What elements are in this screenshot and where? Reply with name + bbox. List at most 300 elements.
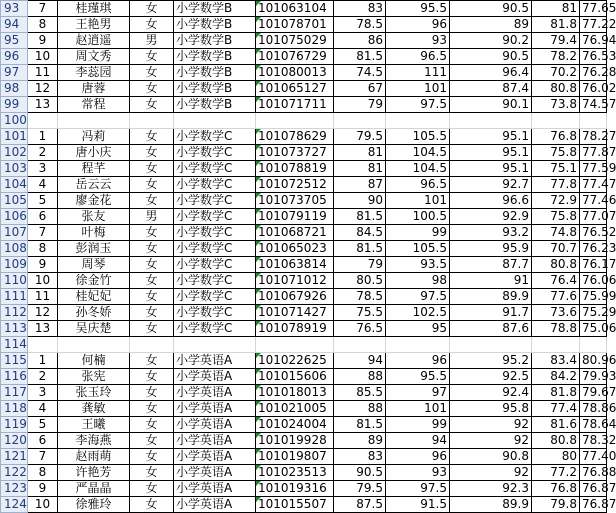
score4-cell[interactable]: 84.2 (532, 369, 580, 385)
subject-cell[interactable]: 小学数学B (174, 97, 256, 113)
score2-cell[interactable] (386, 113, 450, 129)
score1-cell[interactable] (334, 113, 386, 129)
total-cell[interactable]: 76.06 (580, 273, 607, 289)
seq-cell[interactable]: 3 (28, 385, 58, 401)
score2-cell[interactable]: 95.5 (386, 369, 450, 385)
score1-cell[interactable]: 80.5 (334, 273, 386, 289)
score4-cell[interactable]: 73.8 (532, 97, 580, 113)
id-cell[interactable]: 101065023 (256, 241, 334, 257)
name-cell[interactable]: 冯莉 (58, 129, 130, 145)
gender-cell[interactable]: 女 (130, 353, 174, 369)
score3-cell[interactable]: 92.5 (450, 369, 532, 385)
total-cell[interactable]: 78.27 (580, 129, 607, 145)
score3-cell[interactable] (450, 337, 532, 353)
total-cell[interactable]: 78.32 (580, 433, 607, 449)
row-header[interactable]: 114 (1, 337, 28, 353)
score2-cell[interactable]: 101 (386, 81, 450, 97)
score1-cell[interactable]: 87 (334, 177, 386, 193)
id-cell[interactable]: 101063814 (256, 257, 334, 273)
subject-cell[interactable]: 小学数学C (174, 241, 256, 257)
id-cell[interactable]: 101065127 (256, 81, 334, 97)
row-header[interactable]: 116 (1, 369, 28, 385)
score3-cell[interactable]: 90.1 (450, 97, 532, 113)
score3-cell[interactable]: 92.9 (450, 209, 532, 225)
gender-cell[interactable] (130, 113, 174, 129)
score1-cell[interactable]: 83 (334, 449, 386, 465)
score3-cell[interactable]: 90.2 (450, 33, 532, 49)
row-header[interactable]: 105 (1, 193, 28, 209)
row-header[interactable]: 122 (1, 465, 28, 481)
seq-cell[interactable]: 2 (28, 369, 58, 385)
score2-cell[interactable]: 99 (386, 225, 450, 241)
score2-cell[interactable]: 97.5 (386, 481, 450, 497)
total-cell[interactable]: 79.93 (580, 369, 607, 385)
subject-cell[interactable] (174, 113, 256, 129)
row-header[interactable]: 109 (1, 257, 28, 273)
seq-cell[interactable]: 7 (28, 1, 58, 17)
id-cell[interactable] (256, 113, 334, 129)
id-cell[interactable]: 101019928 (256, 433, 334, 449)
gender-cell[interactable]: 女 (130, 369, 174, 385)
gender-cell[interactable]: 男 (130, 209, 174, 225)
score1-cell[interactable]: 85.5 (334, 385, 386, 401)
id-cell[interactable] (256, 337, 334, 353)
subject-cell[interactable]: 小学数学C (174, 177, 256, 193)
gender-cell[interactable]: 女 (130, 161, 174, 177)
score1-cell[interactable]: 79.5 (334, 481, 386, 497)
row-header[interactable]: 112 (1, 305, 28, 321)
gender-cell[interactable]: 女 (130, 177, 174, 193)
total-cell[interactable]: 75.06 (580, 321, 607, 337)
score3-cell[interactable]: 95.8 (450, 401, 532, 417)
gender-cell[interactable]: 女 (130, 145, 174, 161)
score3-cell[interactable]: 91 (450, 273, 532, 289)
row-header[interactable]: 124 (1, 497, 28, 513)
id-cell[interactable]: 101076729 (256, 49, 334, 65)
score3-cell[interactable]: 90.5 (450, 1, 532, 17)
seq-cell[interactable]: 11 (28, 65, 58, 81)
row-header[interactable]: 93 (1, 1, 28, 17)
score4-cell[interactable]: 76.8 (532, 481, 580, 497)
score2-cell[interactable]: 98 (386, 273, 450, 289)
subject-cell[interactable]: 小学数学B (174, 65, 256, 81)
name-cell[interactable] (58, 337, 130, 353)
score3-cell[interactable]: 93.2 (450, 225, 532, 241)
id-cell[interactable]: 101023513 (256, 465, 334, 481)
total-cell[interactable]: 76.23 (580, 241, 607, 257)
seq-cell[interactable]: 10 (28, 273, 58, 289)
name-cell[interactable]: 张玉玲 (58, 385, 130, 401)
seq-cell[interactable]: 8 (28, 241, 58, 257)
total-cell[interactable]: 77.07 (580, 209, 607, 225)
score1-cell[interactable]: 78.5 (334, 17, 386, 33)
gender-cell[interactable]: 女 (130, 497, 174, 513)
name-cell[interactable]: 常程 (58, 97, 130, 113)
score2-cell[interactable]: 100.5 (386, 209, 450, 225)
gender-cell[interactable]: 女 (130, 273, 174, 289)
name-cell[interactable]: 张友 (58, 209, 130, 225)
score2-cell[interactable]: 101 (386, 401, 450, 417)
total-cell[interactable]: 76.28 (580, 65, 607, 81)
row-header[interactable]: 97 (1, 65, 28, 81)
seq-cell[interactable]: 13 (28, 321, 58, 337)
total-cell[interactable]: 76.52 (580, 225, 607, 241)
score1-cell[interactable]: 74.5 (334, 65, 386, 81)
total-cell[interactable]: 76.17 (580, 257, 607, 273)
name-cell[interactable]: 张宪 (58, 369, 130, 385)
gender-cell[interactable]: 女 (130, 49, 174, 65)
row-header[interactable]: 100 (1, 113, 28, 129)
name-cell[interactable]: 李蕊园 (58, 65, 130, 81)
score4-cell[interactable]: 83.4 (532, 353, 580, 369)
gender-cell[interactable]: 女 (130, 465, 174, 481)
score1-cell[interactable]: 79 (334, 257, 386, 273)
id-cell[interactable]: 101021005 (256, 401, 334, 417)
id-cell[interactable]: 101071711 (256, 97, 334, 113)
id-cell[interactable]: 101078629 (256, 129, 334, 145)
total-cell[interactable]: 77.65 (580, 1, 607, 17)
score2-cell[interactable]: 96.5 (386, 177, 450, 193)
name-cell[interactable]: 廖金花 (58, 193, 130, 209)
name-cell[interactable]: 程芊 (58, 161, 130, 177)
score3-cell[interactable]: 87.4 (450, 81, 532, 97)
name-cell[interactable]: 王曦 (58, 417, 130, 433)
subject-cell[interactable]: 小学英语A (174, 369, 256, 385)
total-cell[interactable]: 77.40 (580, 449, 607, 465)
score1-cell[interactable]: 81.5 (334, 241, 386, 257)
seq-cell[interactable]: 10 (28, 49, 58, 65)
score2-cell[interactable]: 91.5 (386, 497, 450, 513)
gender-cell[interactable]: 女 (130, 481, 174, 497)
subject-cell[interactable]: 小学英语A (174, 449, 256, 465)
gender-cell[interactable]: 女 (130, 65, 174, 81)
id-cell[interactable]: 101078819 (256, 161, 334, 177)
score3-cell[interactable]: 91.7 (450, 305, 532, 321)
id-cell[interactable]: 101071012 (256, 273, 334, 289)
score3-cell[interactable]: 92.3 (450, 481, 532, 497)
score3-cell[interactable]: 96.4 (450, 65, 532, 81)
row-header[interactable]: 113 (1, 321, 28, 337)
id-cell[interactable]: 101078701 (256, 17, 334, 33)
score1-cell[interactable]: 81.5 (334, 49, 386, 65)
row-header[interactable]: 108 (1, 241, 28, 257)
score1-cell[interactable]: 87.5 (334, 497, 386, 513)
id-cell[interactable]: 101073727 (256, 145, 334, 161)
score1-cell[interactable]: 83 (334, 1, 386, 17)
name-cell[interactable]: 桂妃妃 (58, 289, 130, 305)
seq-cell[interactable]: 9 (28, 257, 58, 273)
score4-cell[interactable]: 77.8 (532, 177, 580, 193)
total-cell[interactable]: 74.57 (580, 97, 607, 113)
name-cell[interactable]: 严晶晶 (58, 481, 130, 497)
score1-cell[interactable]: 94 (334, 353, 386, 369)
score2-cell[interactable]: 97 (386, 385, 450, 401)
id-cell[interactable]: 101015606 (256, 369, 334, 385)
gender-cell[interactable]: 女 (130, 305, 174, 321)
total-cell[interactable]: 80.96 (580, 353, 607, 369)
score2-cell[interactable]: 95.5 (386, 1, 450, 17)
gender-cell[interactable]: 女 (130, 321, 174, 337)
name-cell[interactable]: 唐小庆 (58, 145, 130, 161)
gender-cell[interactable]: 女 (130, 17, 174, 33)
score4-cell[interactable]: 78.8 (532, 321, 580, 337)
subject-cell[interactable]: 小学英语A (174, 481, 256, 497)
score2-cell[interactable]: 99 (386, 417, 450, 433)
subject-cell[interactable]: 小学数学C (174, 145, 256, 161)
score3-cell[interactable]: 90.5 (450, 49, 532, 65)
score4-cell[interactable]: 80 (532, 449, 580, 465)
name-cell[interactable]: 孙冬娇 (58, 305, 130, 321)
id-cell[interactable]: 101024004 (256, 417, 334, 433)
score1-cell[interactable]: 79.5 (334, 129, 386, 145)
score2-cell[interactable]: 96 (386, 17, 450, 33)
score4-cell[interactable]: 77.6 (532, 289, 580, 305)
subject-cell[interactable]: 小学数学B (174, 49, 256, 65)
subject-cell[interactable]: 小学数学C (174, 289, 256, 305)
seq-cell[interactable]: 7 (28, 225, 58, 241)
score3-cell[interactable]: 92 (450, 465, 532, 481)
score2-cell[interactable]: 102.5 (386, 305, 450, 321)
score3-cell[interactable]: 96.6 (450, 193, 532, 209)
gender-cell[interactable]: 女 (130, 81, 174, 97)
score2-cell[interactable]: 101 (386, 193, 450, 209)
score4-cell[interactable]: 75.1 (532, 161, 580, 177)
score4-cell[interactable]: 77.2 (532, 465, 580, 481)
name-cell[interactable]: 周文秀 (58, 49, 130, 65)
subject-cell[interactable]: 小学数学C (174, 257, 256, 273)
total-cell[interactable]: 79.67 (580, 385, 607, 401)
gender-cell[interactable]: 女 (130, 289, 174, 305)
gender-cell[interactable]: 女 (130, 417, 174, 433)
row-header[interactable]: 117 (1, 385, 28, 401)
score2-cell[interactable] (386, 337, 450, 353)
id-cell[interactable]: 101075029 (256, 33, 334, 49)
subject-cell[interactable]: 小学数学C (174, 321, 256, 337)
seq-cell[interactable]: 9 (28, 481, 58, 497)
name-cell[interactable]: 桂瑾琪 (58, 1, 130, 17)
row-header[interactable]: 102 (1, 145, 28, 161)
seq-cell[interactable]: 3 (28, 161, 58, 177)
subject-cell[interactable]: 小学英语A (174, 465, 256, 481)
total-cell[interactable]: 76.53 (580, 49, 607, 65)
score3-cell[interactable]: 90.8 (450, 449, 532, 465)
total-cell[interactable]: 78.86 (580, 401, 607, 417)
score4-cell[interactable]: 77.4 (532, 401, 580, 417)
subject-cell[interactable]: 小学数学C (174, 129, 256, 145)
seq-cell[interactable]: 8 (28, 465, 58, 481)
id-cell[interactable]: 101018013 (256, 385, 334, 401)
seq-cell[interactable]: 12 (28, 81, 58, 97)
score1-cell[interactable]: 76.5 (334, 321, 386, 337)
row-header[interactable]: 118 (1, 401, 28, 417)
total-cell[interactable]: 76.87 (580, 497, 607, 513)
score3-cell[interactable]: 95.2 (450, 353, 532, 369)
score2-cell[interactable]: 104.5 (386, 145, 450, 161)
score1-cell[interactable]: 89 (334, 433, 386, 449)
seq-cell[interactable]: 6 (28, 209, 58, 225)
gender-cell[interactable]: 女 (130, 433, 174, 449)
score3-cell[interactable]: 92 (450, 433, 532, 449)
id-cell[interactable]: 101019316 (256, 481, 334, 497)
subject-cell[interactable]: 小学英语A (174, 385, 256, 401)
id-cell[interactable]: 101071427 (256, 305, 334, 321)
total-cell[interactable]: 76.88 (580, 465, 607, 481)
subject-cell[interactable]: 小学数学C (174, 305, 256, 321)
seq-cell[interactable]: 11 (28, 289, 58, 305)
score2-cell[interactable]: 96 (386, 449, 450, 465)
score2-cell[interactable]: 105.5 (386, 129, 450, 145)
total-cell[interactable] (580, 113, 607, 129)
name-cell[interactable]: 岳云云 (58, 177, 130, 193)
seq-cell[interactable]: 5 (28, 417, 58, 433)
gender-cell[interactable]: 女 (130, 241, 174, 257)
score3-cell[interactable]: 95.1 (450, 161, 532, 177)
score4-cell[interactable]: 79.4 (532, 33, 580, 49)
row-header[interactable]: 104 (1, 177, 28, 193)
subject-cell[interactable]: 小学数学C (174, 225, 256, 241)
score4-cell[interactable] (532, 113, 580, 129)
score4-cell[interactable]: 81.6 (532, 417, 580, 433)
row-header[interactable]: 121 (1, 449, 28, 465)
id-cell[interactable]: 101022625 (256, 353, 334, 369)
name-cell[interactable]: 彭润玉 (58, 241, 130, 257)
score2-cell[interactable]: 105.5 (386, 241, 450, 257)
seq-cell[interactable]: 1 (28, 129, 58, 145)
score1-cell[interactable]: 81.5 (334, 209, 386, 225)
score4-cell[interactable]: 75.8 (532, 209, 580, 225)
id-cell[interactable]: 101080013 (256, 65, 334, 81)
subject-cell[interactable]: 小学数学B (174, 17, 256, 33)
row-header[interactable]: 95 (1, 33, 28, 49)
id-cell[interactable]: 101015507 (256, 497, 334, 513)
name-cell[interactable]: 周琴 (58, 257, 130, 273)
score2-cell[interactable]: 111 (386, 65, 450, 81)
gender-cell[interactable]: 女 (130, 385, 174, 401)
name-cell[interactable]: 王艳男 (58, 17, 130, 33)
seq-cell[interactable] (28, 113, 58, 129)
row-header[interactable]: 106 (1, 209, 28, 225)
score1-cell[interactable]: 75.5 (334, 305, 386, 321)
name-cell[interactable]: 徐雅玲 (58, 497, 130, 513)
name-cell[interactable]: 李海燕 (58, 433, 130, 449)
name-cell[interactable]: 赵逍遥 (58, 33, 130, 49)
subject-cell[interactable]: 小学英语A (174, 433, 256, 449)
score1-cell[interactable]: 90 (334, 193, 386, 209)
total-cell[interactable]: 77.87 (580, 145, 607, 161)
seq-cell[interactable]: 1 (28, 353, 58, 369)
score4-cell[interactable]: 73.6 (532, 305, 580, 321)
name-cell[interactable]: 唐蓉 (58, 81, 130, 97)
gender-cell[interactable]: 女 (130, 193, 174, 209)
row-header[interactable]: 119 (1, 417, 28, 433)
subject-cell[interactable]: 小学数学B (174, 33, 256, 49)
score2-cell[interactable]: 96.5 (386, 49, 450, 65)
total-cell[interactable]: 75.99 (580, 289, 607, 305)
row-header[interactable]: 101 (1, 129, 28, 145)
subject-cell[interactable]: 小学数学C (174, 161, 256, 177)
name-cell[interactable]: 赵雨萌 (58, 449, 130, 465)
score4-cell[interactable]: 81.8 (532, 385, 580, 401)
total-cell[interactable]: 77.22 (580, 17, 607, 33)
seq-cell[interactable]: 7 (28, 449, 58, 465)
gender-cell[interactable]: 女 (130, 97, 174, 113)
score3-cell[interactable]: 87.7 (450, 257, 532, 273)
id-cell[interactable]: 101067926 (256, 289, 334, 305)
gender-cell[interactable]: 女 (130, 129, 174, 145)
gender-cell[interactable]: 女 (130, 257, 174, 273)
gender-cell[interactable]: 女 (130, 1, 174, 17)
total-cell[interactable] (580, 337, 607, 353)
score2-cell[interactable]: 93.5 (386, 257, 450, 273)
row-header[interactable]: 115 (1, 353, 28, 369)
score1-cell[interactable]: 90.5 (334, 465, 386, 481)
total-cell[interactable]: 77.46 (580, 193, 607, 209)
score2-cell[interactable]: 93 (386, 33, 450, 49)
score3-cell[interactable]: 89 (450, 17, 532, 33)
total-cell[interactable]: 77.59 (580, 161, 607, 177)
score1-cell[interactable]: 81.5 (334, 417, 386, 433)
score2-cell[interactable]: 97.5 (386, 97, 450, 113)
name-cell[interactable]: 何楠 (58, 353, 130, 369)
total-cell[interactable]: 78.64 (580, 417, 607, 433)
row-header[interactable]: 123 (1, 481, 28, 497)
total-cell[interactable]: 76.02 (580, 81, 607, 97)
score3-cell[interactable]: 95.9 (450, 241, 532, 257)
seq-cell[interactable]: 5 (28, 193, 58, 209)
score4-cell[interactable]: 75.8 (532, 145, 580, 161)
score4-cell[interactable]: 76.8 (532, 129, 580, 145)
score4-cell[interactable]: 70.7 (532, 241, 580, 257)
seq-cell[interactable]: 8 (28, 17, 58, 33)
score1-cell[interactable]: 78.5 (334, 289, 386, 305)
gender-cell[interactable]: 男 (130, 33, 174, 49)
score2-cell[interactable]: 96 (386, 353, 450, 369)
name-cell[interactable]: 徐金竹 (58, 273, 130, 289)
name-cell[interactable]: 许艳芳 (58, 465, 130, 481)
id-cell[interactable]: 101063104 (256, 1, 334, 17)
total-cell[interactable]: 75.29 (580, 305, 607, 321)
score4-cell[interactable]: 76.4 (532, 273, 580, 289)
score3-cell[interactable]: 87.6 (450, 321, 532, 337)
score2-cell[interactable]: 97.5 (386, 289, 450, 305)
score3-cell[interactable]: 92.4 (450, 385, 532, 401)
score4-cell[interactable]: 78.2 (532, 49, 580, 65)
subject-cell[interactable] (174, 337, 256, 353)
row-header[interactable]: 107 (1, 225, 28, 241)
score2-cell[interactable]: 104.5 (386, 161, 450, 177)
score4-cell[interactable]: 70.2 (532, 65, 580, 81)
row-header[interactable]: 96 (1, 49, 28, 65)
id-cell[interactable]: 101079119 (256, 209, 334, 225)
score2-cell[interactable]: 93 (386, 465, 450, 481)
subject-cell[interactable]: 小学数学C (174, 273, 256, 289)
subject-cell[interactable]: 小学数学B (174, 1, 256, 17)
seq-cell[interactable]: 2 (28, 145, 58, 161)
score1-cell[interactable]: 81 (334, 161, 386, 177)
total-cell[interactable]: 77.47 (580, 177, 607, 193)
score1-cell[interactable]: 81 (334, 145, 386, 161)
name-cell[interactable]: 吴庆楚 (58, 321, 130, 337)
seq-cell[interactable]: 4 (28, 401, 58, 417)
row-header[interactable]: 120 (1, 433, 28, 449)
seq-cell[interactable] (28, 337, 58, 353)
score1-cell[interactable]: 86 (334, 33, 386, 49)
score1-cell[interactable]: 79 (334, 97, 386, 113)
id-cell[interactable]: 101073705 (256, 193, 334, 209)
subject-cell[interactable]: 小学数学C (174, 209, 256, 225)
row-header[interactable]: 94 (1, 17, 28, 33)
id-cell[interactable]: 101078919 (256, 321, 334, 337)
